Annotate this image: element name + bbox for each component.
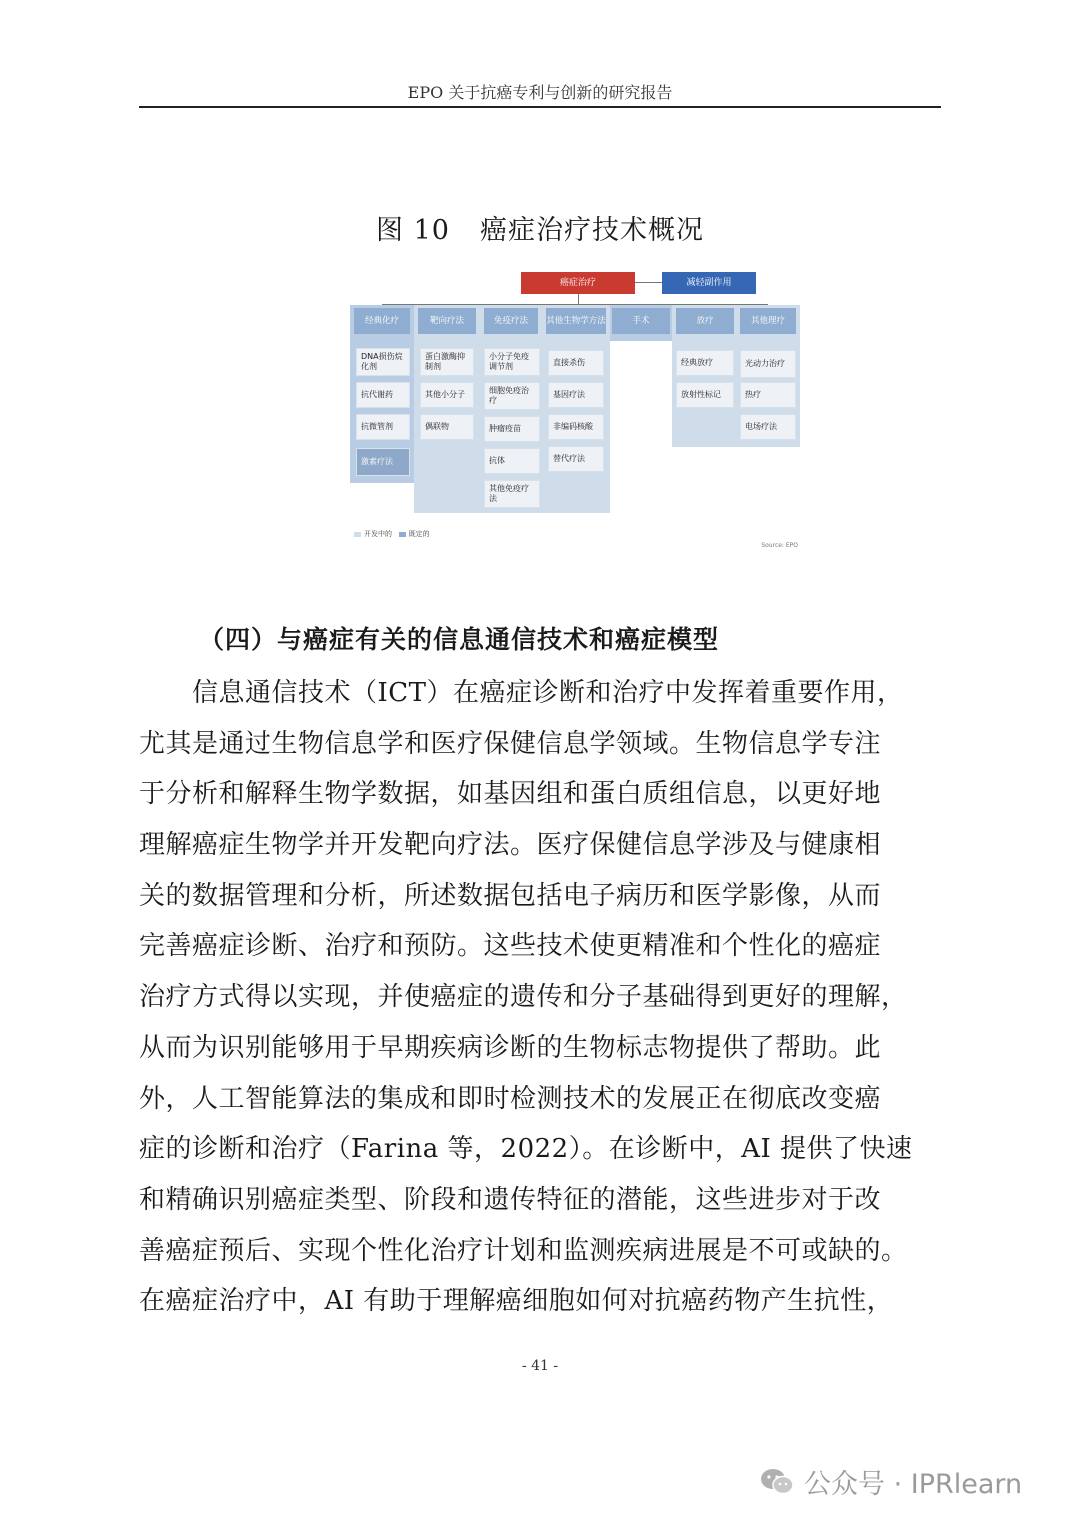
text-line: 完善癌症诊断、治疗和预防。这些技术使更精准和个性化的癌症 — [139, 931, 882, 962]
column-header-immuno: 免疫疗法 — [484, 308, 538, 334]
page-number: - 41 - — [521, 1358, 559, 1374]
list-item: 直接杀伤 — [548, 350, 604, 376]
figure-source: Source: EPO — [761, 542, 798, 549]
running-header: EPO 关于抗癌专利与创新的研究报告 — [407, 83, 673, 102]
legend-swatch-light — [354, 532, 361, 537]
list-item: 细胞免疫治疗 — [484, 382, 540, 410]
list-item: 抗微管剂 — [356, 414, 410, 440]
node-cancer-treatment: 癌症治疗 — [521, 272, 635, 294]
figure-legend — [354, 529, 430, 539]
list-item: 激素疗法 — [356, 448, 410, 476]
list-item: 热疗 — [740, 382, 796, 408]
list-item: 基因疗法 — [548, 382, 604, 408]
list-item: 其他免疫疗法 — [484, 480, 540, 508]
text-line: 于分析和解释生物学数据，如基因组和蛋白质组信息，以更好地 — [139, 779, 882, 810]
text-line: 信息通信技术（ICT）在癌症诊断和治疗中发挥着重要作用， — [139, 678, 904, 708]
legend-label: 既定的 — [408, 530, 430, 538]
list-item: 抗代谢药 — [356, 382, 410, 408]
wechat-icon — [760, 1468, 794, 1496]
text-line: 症的诊断和治疗（Farina 等，2022）。在诊断中，AI 提供了快速 — [139, 1134, 913, 1165]
body-paragraph — [139, 668, 941, 1327]
text-line: 从而为识别能够用于早期疾病诊断的生物标志物提供了帮助。此 — [139, 1032, 882, 1063]
text-line: 治疗方式得以实现，并使癌症的遗传和分子基础得到更好的理解， — [139, 982, 908, 1013]
text-line: 在癌症治疗中，AI 有助于理解癌细胞如何对抗癌药物产生抗性， — [139, 1286, 894, 1317]
treatment-overview-figure — [350, 268, 810, 558]
figure-title: 癌症治疗技术概况 — [479, 215, 704, 246]
list-item: 抗体 — [484, 448, 540, 474]
list-item: 偶联物 — [420, 414, 474, 440]
column-header-radiotherapy: 放疗 — [676, 308, 734, 334]
list-item: 非编码核酸 — [548, 414, 604, 440]
figure-number: 图 10 — [376, 215, 450, 246]
column-header-surgery: 手术 — [612, 308, 670, 334]
list-item: DNA损伤烷化剂 — [356, 348, 410, 376]
text-line: 和精确识别癌症类型、阶段和遗传特征的潜能，这些进步对于改 — [139, 1184, 882, 1215]
list-item: 肿瘤疫苗 — [484, 416, 540, 442]
text-line: 外，人工智能算法的集成和即时检测技术的发展正在彻底改变癌 — [139, 1083, 882, 1114]
list-item: 放射性标记 — [676, 382, 734, 408]
column-header-other-bio: 其他生物学方法 — [546, 308, 606, 334]
legend-label: 开发中的 — [364, 530, 392, 538]
list-item: 电场疗法 — [740, 414, 796, 440]
text-line: 理解癌症生物学并开发靶向疗法。医疗保健信息学涉及与健康相 — [139, 830, 882, 861]
column-header-targeted: 靶向疗法 — [418, 308, 476, 334]
header-rule — [139, 106, 941, 108]
list-item: 光动力治疗 — [740, 350, 796, 378]
list-item: 经典放疗 — [676, 350, 734, 376]
column-header-chemo: 经典化疗 — [354, 308, 410, 334]
text-line: 关的数据管理和分析，所述数据包括电子病历和医学影像，从而 — [139, 880, 882, 911]
list-item: 蛋白激酶抑制剂 — [420, 348, 474, 376]
figure-caption — [139, 208, 941, 247]
watermark-text: 公众号 · IPRlearn — [804, 1469, 1023, 1500]
text-line: 善癌症预后、实现个性化治疗计划和监测疾病进展是不可或缺的。 — [139, 1235, 908, 1266]
list-item: 其他小分子 — [420, 382, 474, 408]
connector — [635, 282, 662, 283]
section-heading: （四）与癌症有关的信息通信技术和癌症模型 — [199, 625, 720, 654]
connector — [578, 294, 579, 304]
node-reduce-side-effects: 减轻副作用 — [662, 272, 756, 294]
column-header-physical: 其他理疗 — [740, 308, 796, 334]
watermark — [760, 1462, 1022, 1501]
legend-swatch-dark — [399, 532, 406, 537]
text-line: 尤其是通过生物信息学和医疗保健信息学领域。生物信息学专注 — [139, 728, 882, 759]
list-item: 小分子免疫调节剂 — [484, 348, 540, 376]
list-item: 替代疗法 — [548, 446, 604, 472]
